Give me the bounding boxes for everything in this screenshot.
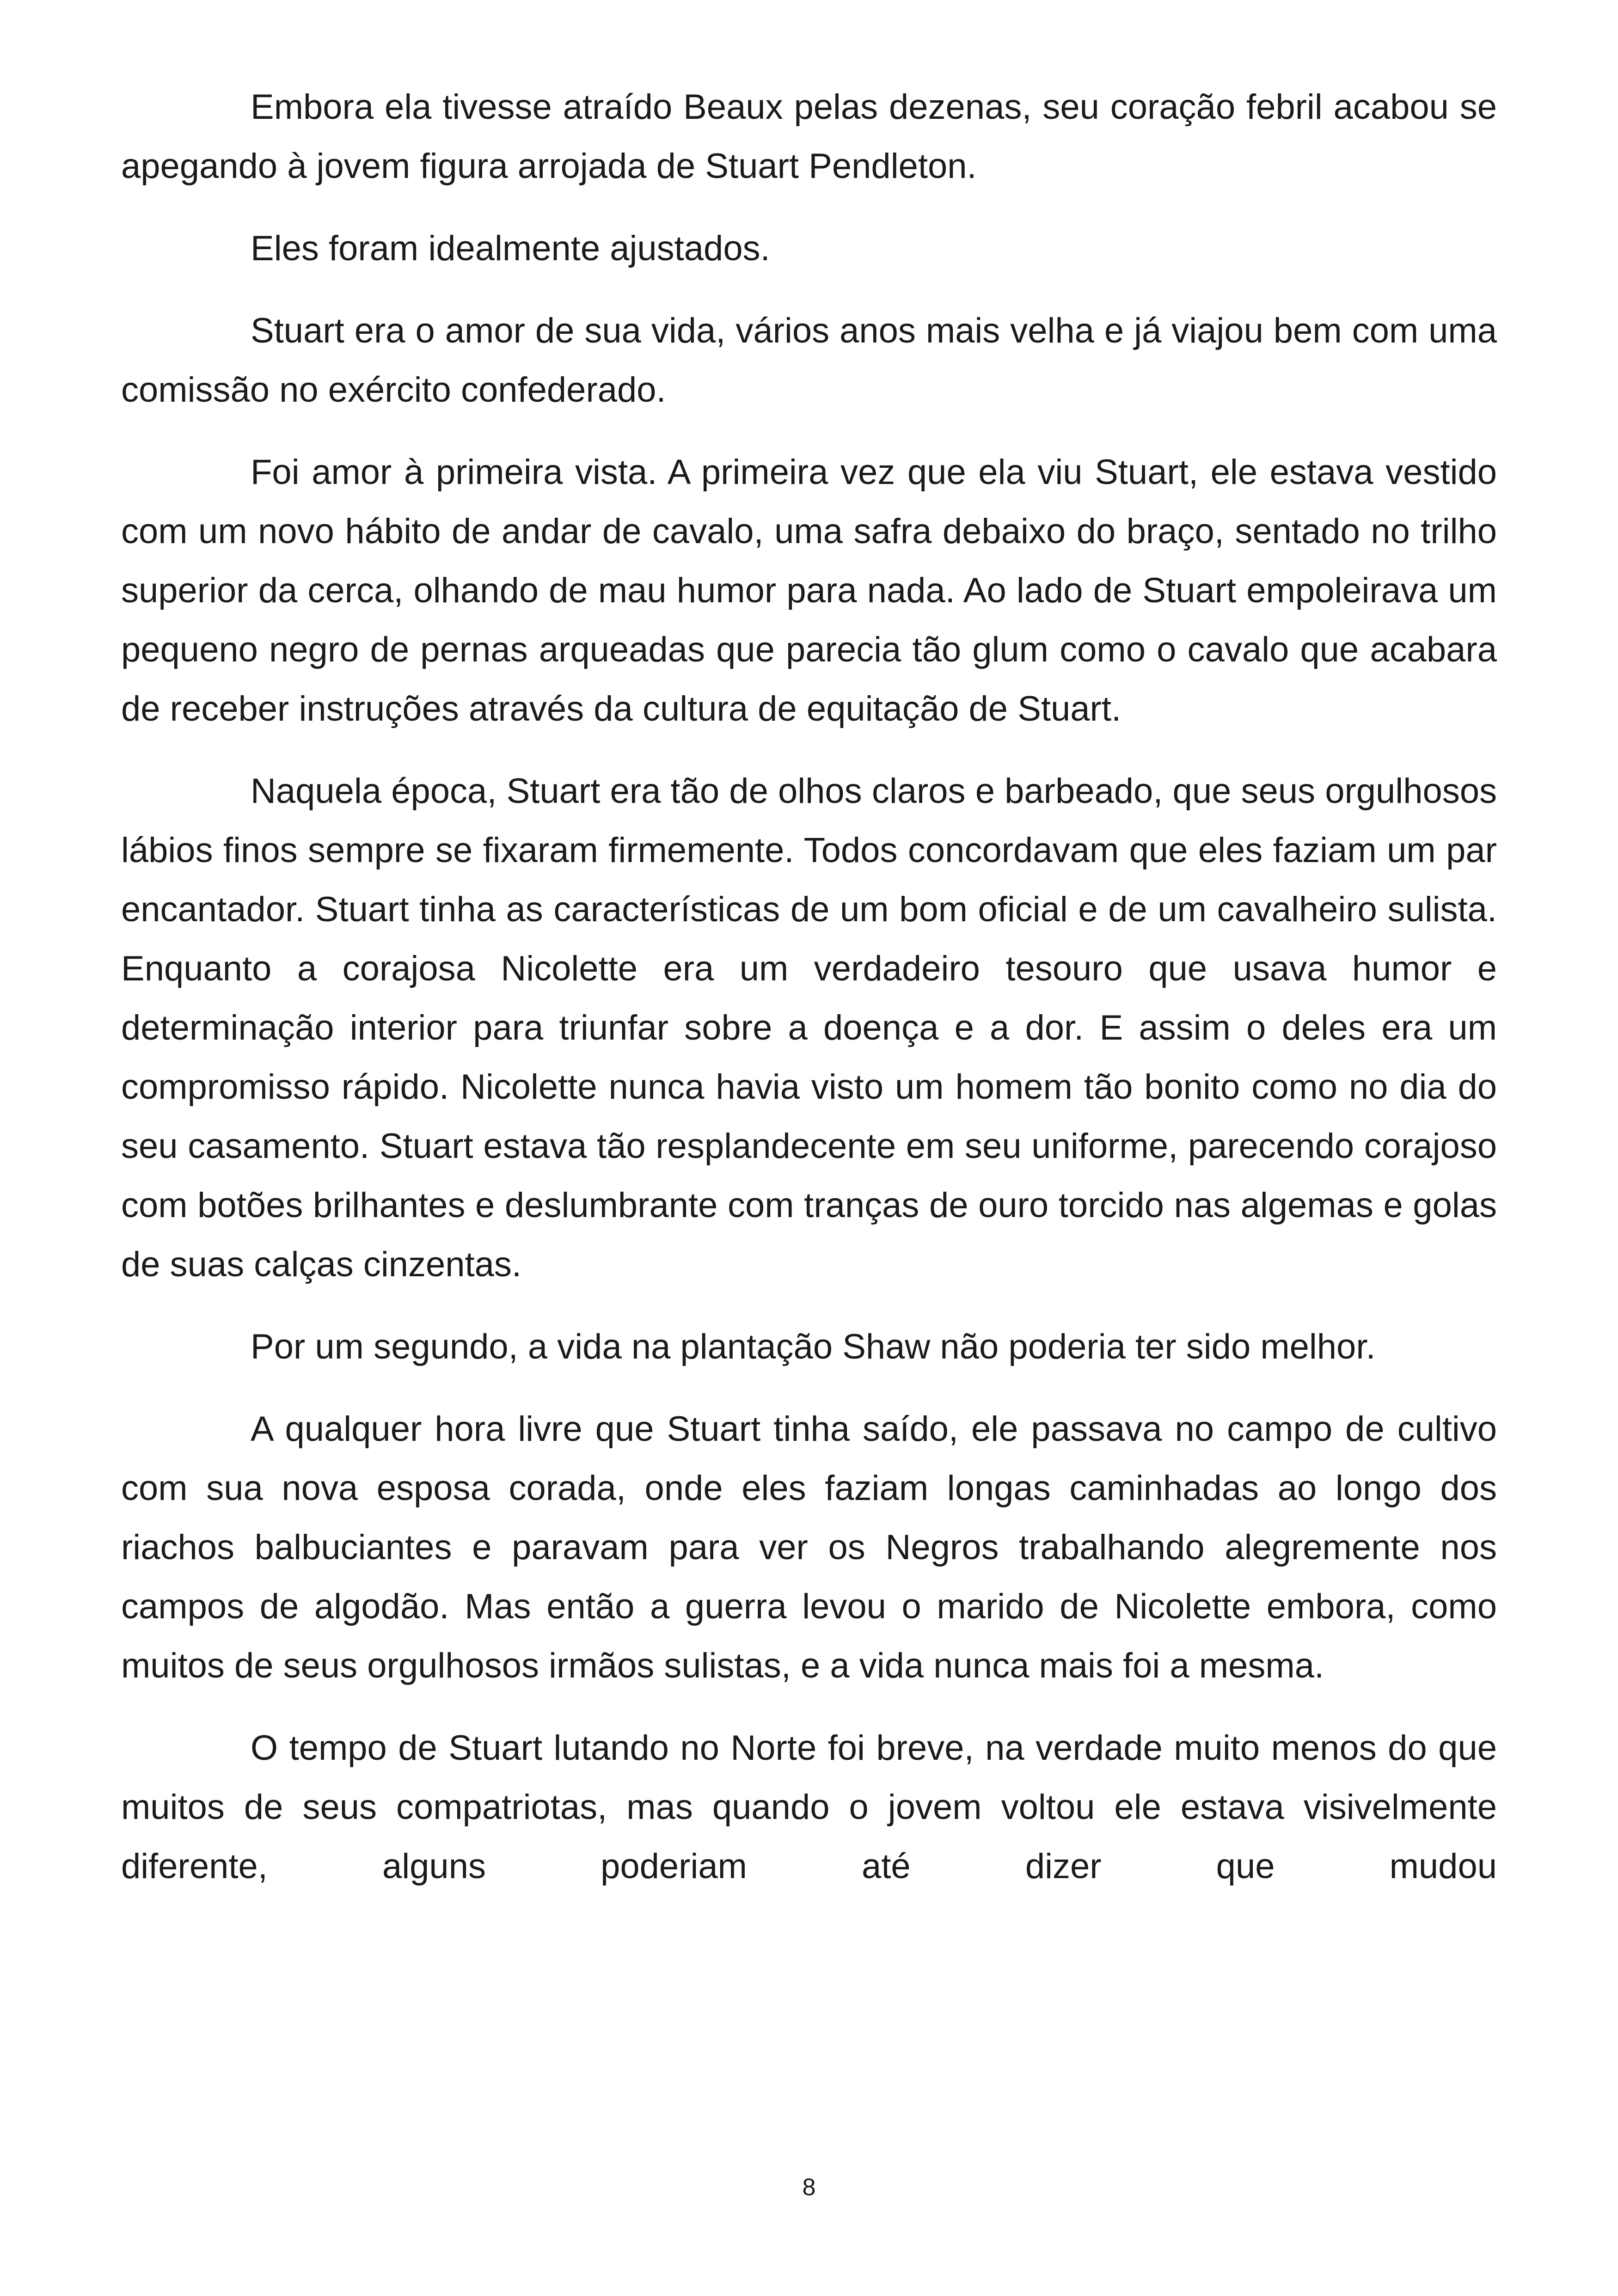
page-number: 8 [802, 2174, 816, 2201]
paragraph: Foi amor à primeira vista. A primeira vez que ela viu Stuart, ele estava vestido com um novo hábito de andar de cavalo, uma safra debaixo do braço, sentado no trilho superior da cerca, olhando de mau humor para nada. Ao lado de Stuart empoleirava um pequeno negro de pernas arqueadas que parecia tão glum como o cavalo que acabara de receber instruções através da cultura de equitação de Stuart. [121, 453, 1497, 729]
paragraph: A qualquer hora livre que Stuart tinha saído, ele passava no campo de cultivo com sua nova esposa corada, onde eles faziam longas caminhadas ao longo dos riachos balbuciantes e paravam para ver os Negros trabalhando alegremente nos campos de algodão. Mas então a guerra levou o marido de Nicolette embora, como muitos de seus orgulhosos irmãos sulistas, e a vida nunca mais foi a mesma. [121, 1409, 1497, 1685]
paragraph: Stuart era o amor de sua vida, vários anos mais velha e já viajou bem com uma comissão no exército confederado. [121, 311, 1497, 410]
paragraph: Naquela época, Stuart era tão de olhos claros e barbeado, que seus orgulhosos lábios finos sempre se fixaram firmemente. Todos concordavam que eles faziam um par encantador. Stuart tinha as características de um bom oficial e de um cavalheiro sulista. Enquanto a corajosa Nicolette era um verdadeiro tesouro que usava humor e determinação interior para triunfar sobre a doença e a dor. E assim o deles era um compromisso rápido. Nicolette nunca havia visto um homem tão bonito como no dia do seu casamento. Stuart estava tão resplandecente em seu uniforme, parecendo corajoso com botões brilhantes e deslumbrante com tranças de ouro torcido nas algemas e golas de suas calças cinzentas. [121, 771, 1497, 1284]
paragraph: Eles foram idealmente ajustados. [251, 229, 770, 268]
paragraph-continued: O tempo de Stuart lutando no Norte foi breve, na verdade muito menos do que muitos de seus compatriotas, mas quando o jovem voltou ele estava visivelmente diferente, alguns poderiam até dizer que mudou [121, 1728, 1497, 1886]
body-text [121, 78, 1497, 1896]
paragraph: Por um segundo, a vida na plantação Shaw não poderia ter sido melhor. [251, 1327, 1376, 1366]
paragraph: Embora ela tivesse atraído Beaux pelas dezenas, seu coração febril acabou se apegando à jovem figura arrojada de Stuart Pendleton. [121, 87, 1497, 186]
